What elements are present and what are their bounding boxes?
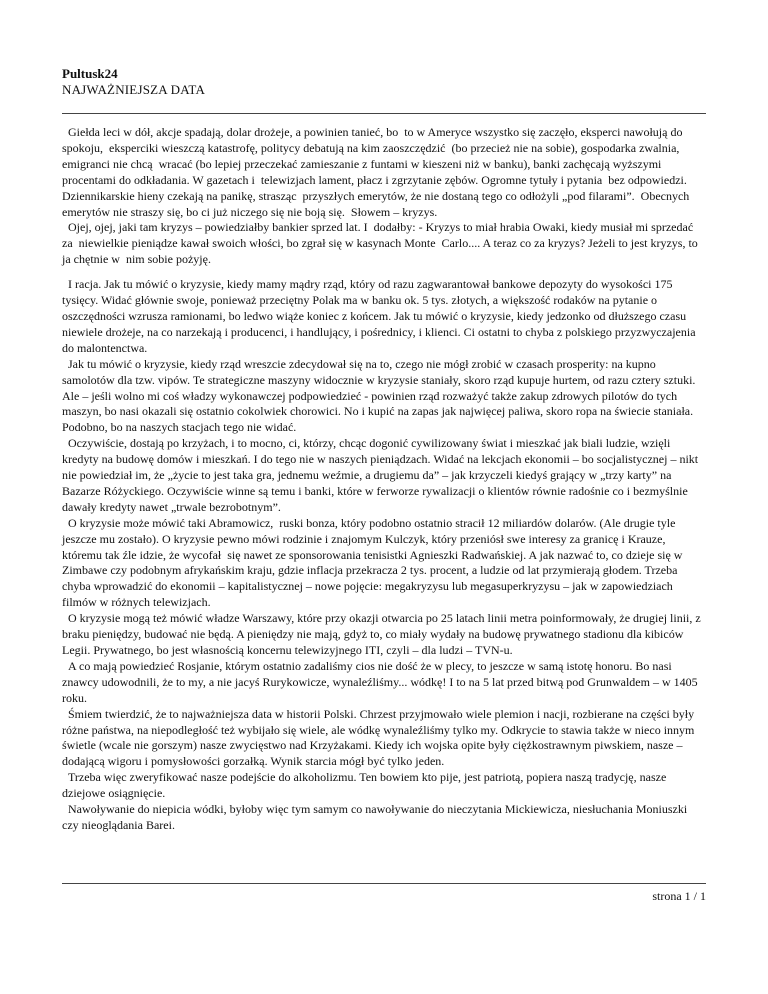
paragraph: Jak tu mówić o kryzysie, kiedy rząd wreszcie zdecydował się na to, czego nie mógł zrobić w czasach prosperity: na kupno samolotów dla tzw. vipów. Te strategiczne maszyny widocznie w kryzysie staniały, skoro rząd kupuje hurtem, od razu cztery sztuki. Ale – jeśli wolno mi coś władzy wykonawczej podpowiedzieć - powinien rząd rozważyć także zakup zdrowych pilotów do tych maszyn, bo nasi okazali się ostatnio cokolwiek chorowici. No i kupić na zapas jak najwięcej paliwa, skoro ropa na świecie staniała. Podobno, bo na naszych stacjach tego nie widać. — [62, 356, 698, 435]
site-title: Pultusk24 — [62, 66, 118, 81]
footer-divider — [62, 883, 706, 884]
paragraph: Śmiem twierdzić, że to najważniejsza data w historii Polski. Chrzest przyjmowało wiele plemion i nacji, rozbierane na części były różne państwa, na niepodległość też wybijało się wiele, ale wódkę wynaleźliśmy tylko my. Odkrycie to stawia także w nieco innym świetle (wcale nie gorszym) nasze zwycięstwo nad Krzyżakami. Kiedy ich wojska opite były ciężkostrawnym piwskiem, nasze – dodającą wigoru i pomysłowości gorzałką. Wynik starcia mógł być tylko jeden. — [62, 706, 698, 769]
paragraph: Trzeba więc zweryfikować nasze podejście do alkoholizmu. Ten bowiem kto pije, jest patriotą, popiera naszą tradycję, nasze dziejowe osiągnięcie. — [62, 770, 670, 801]
article-title: NAJWAŻNIEJSZA DATA — [62, 82, 206, 97]
paragraph: Giełda leci w dół, akcje spadają, dolar drożeje, a powinien tanieć, bo to w Ameryce wszystko się zaczęło, eksperci nawołują do spokoju, eksperciki wieszczą katastrofę, politycy debatują na kim zaoszczędzić (bo przecież nie na sobie), gospodarka zwalnia, emigranci nie chcą wracać (bo lepiej przeczekać zamieszanie z funtami w kieszeni niż w banku), banki zachęcają wyższymi procentami do odkładania. W gazetach i telewizjach lament, płacz i zgrzytanie zębów. Ogromne tytuły i pytania bez odpowiedzi. Dziennikarskie hieny czekają na panikę, strasząc przyszłych emerytów, że nie dostaną tego co odłożyli „pod filarami”. Obecnych emerytów nie straszy się, bo ci już niczego się nie boją się. Słowem – kryzys. — [62, 125, 693, 219]
paragraph: A co mają powiedzieć Rosjanie, którym ostatnio zadaliśmy cios nie dość że w plecy, to jeszcze w samą istotę honoru. Bo nasi znawcy udowodnili, że to my, a nie jacyś Rurykowicze, wynaleźliśmy... wódkę! I to na 5 lat przed bitwą pod Grunwaldem – w 1405 roku. — [62, 658, 701, 705]
paragraph: Ojej, ojej, jaki tam kryzys – powiedziałby bankier sprzed lat. I dodałby: - Kryzys to miał hrabia Owaki, kiedy musiał mi sprzedać za niewielkie pieniądze kawał swoich włości, bo zgrał się w kasynach Monte Carlo.... A teraz co za kryzys? Jeżeli to jest kryzys, to ja chętnie w nim sobie pożyję. — [62, 220, 701, 267]
header-divider — [62, 113, 706, 114]
paragraph: Oczywiście, dostają po krzyżach, i to mocno, ci, którzy, chcąc dogonić cywilizowany świat i mieszkać jak biali ludzie, wzięli kredyty na budowę domów i mieszkań. I do tego nie w naszych pieniądzach. Widać na lekcjach ekonomii – bo socjalistycznej – nikt nie powiedział im, że „życie to jest taka gra, jednemu weźmie, a drugiemu da” – jak krzyczeli kiedyś grający w „trzy karty” na Bazarze Różyckiego. Oczywiście winne są temu i banki, które w ferworze rywalizacji o klientów równie radośnie co i bezmyślnie dawały kredyty nawet „trwale bezrobotnym”. — [62, 436, 702, 514]
page-number: strona 1 / 1 — [652, 889, 706, 903]
paragraph: I racja. Jak tu mówić o kryzysie, kiedy mamy mądry rząd, który od razu zagwarantował bankowe depozyty do wysokości 175 tysięcy. Widać głównie swoje, ponieważ przeciętny Polak ma w banku ok. 5 tys. złotych, a większość rodaków na pytanie o oszczędności wzrusza ramionami, bo ledwo wiąże koniec z końcem. Jak tu mówić o kryzysie, kiedy jedzonko od dłuższego czasu niewiele drożeje, na co narzekają i producenci, i handlujący, i pośrednicy, i klienci. Ci ostatni to chyba z polskiego przyzwyczajenia do malontenctwa. — [62, 277, 699, 355]
paragraph: Nawoływanie do niepicia wódki, byłoby więc tym samym co nawoływanie do nieczytania Mickiewicza, niesłuchania Moniuszki czy nieoglądania Barei. — [62, 802, 691, 832]
paragraph: O kryzysie może mówić taki Abramowicz, ruski bonza, który podobno ostatnio stracił 12 miliardów dolarów. (Ale drugie tyle jeszcze mu zostało). O kryzysie pewno mówi rodzinie i znajomym Kulczyk, który przeniósł swe interesy za granicę i Krauze, któremu tak źle idzie, że wycofał się nawet ze sponsorowania tenisistki Agnieszki Radwańskiej. A jak nazwać to, co dzieje się w Zimbawe czy podobnym afrykańskim kraju, gdzie inflacja przekracza 2 tys. procent, a ludzie od lat przymierają głodem. Trzeba chyba wprowadzić do ekonomii – kapitalistycznej – nowe pojęcie: megakryzysu lub megasuperkryzysu – jak w zapowiedziach filmów w różnych telewizjach. — [62, 515, 686, 610]
paragraph: O kryzysie mogą też mówić władze Warszawy, które przy okazji otwarcia po 25 latach linii metra poinformowały, że drugiej linii, z braku pieniędzy, budować nie będą. A pieniędzy nie mają, gdyż to, co miały wydały na budowę prywatnego stadionu dla kibiców Legii. Prywatnego, bo jest własnością koncernu telewizyjnego ITI, czyli – dla ludzi – TVN-u. — [62, 611, 704, 657]
article-body — [62, 125, 706, 834]
